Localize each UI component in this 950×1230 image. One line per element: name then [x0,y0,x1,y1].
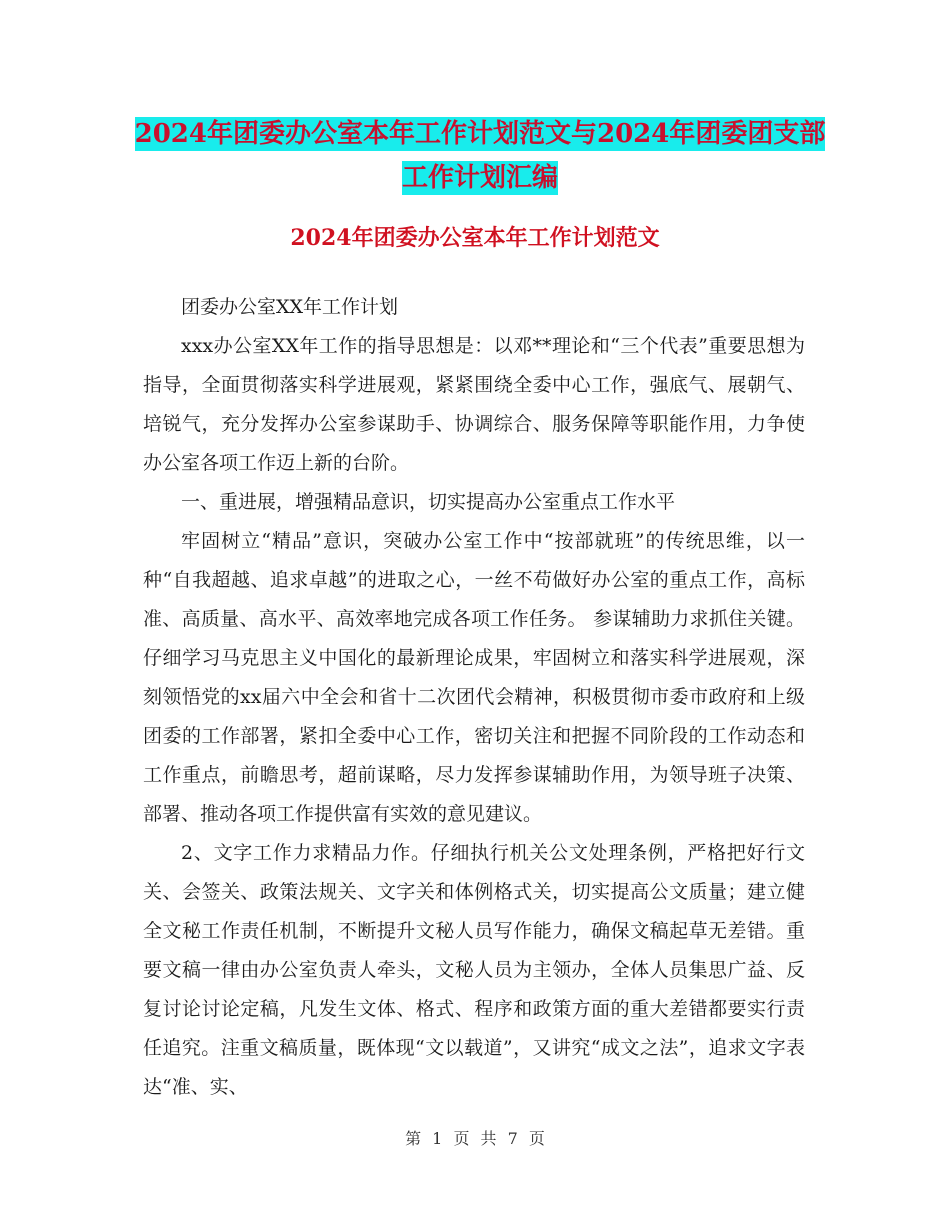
paragraph-writing-work: 2、文字工作力求精品力作。仔细执行机关公文处理条例，严格把好行文关、会签关、政策法规关、文字关和体例格式关，切实提高公文质量；建立健全文秘工作责任机制，不断提升文秘人员写作能力，确保文稿起草无差错。重要文稿一律由办公室负责人牵头，文秘人员为主领办，全体人员集思广益、反复讨论讨论定稿，凡发生文体、格式、程序和政策方面的重大差错都要实行责任追究。注重文稿质量，既体现“文以载道”，又讲究“成文之法”，追求文字表达“准、实、 [143,842,805,1098]
page-number: 第 1 页 共 7 页 [405,1129,545,1148]
paragraph-heading-one: 一、重进展，增强精品意识，切实提高办公室重点工作水平 [181,491,676,513]
title-highlight: 2024年团委办公室本年工作计划范文与2024年团委团支部工作计划汇编 [134,119,826,193]
paragraph-plan-name: 团委办公室XX年工作计划 [181,296,399,318]
document-body [143,288,805,1107]
paragraph-guiding-thought: xxx办公室XX年工作的指导思想是：以邓**理论和“三个代表”重要思想为指导，全面贯彻落实科学进展观，紧紧围绕全委中心工作，强底气、展朝气、培锐气，充分发挥办公室参谋助手、协调综合、服务保障等职能作用，力争使办公室各项工作迈上新的台阶。 [143,335,805,474]
document-title [130,112,830,200]
paragraph-quality-awareness: 牢固树立“精品”意识，突破办公室工作中“按部就班”的传统思维，以一种“自我超越、追求卓越”的进取之心，一丝不苟做好办公室的重点工作，高标准、高质量、高水平、高效率地完成各项工作任务。 参谋辅助力求抓住关键。仔细学习马克思主义中国化的最新理论成果，牢固树立和落实科学进展观，深刻领悟党的xx届六中全会和省十二次团代会精神，积极贯彻市委市政府和上级团委的工作部署，紧扣全委中心工作，密切关注和把握不同阶段的工作动态和工作重点，前瞻思考，超前谋略，尽力发挥参谋辅助作用，为领导班子决策、部署、推动各项工作提供富有实效的意见建议。 [143,530,805,825]
section-title: 2024年团委办公室本年工作计划范文 [290,225,660,251]
